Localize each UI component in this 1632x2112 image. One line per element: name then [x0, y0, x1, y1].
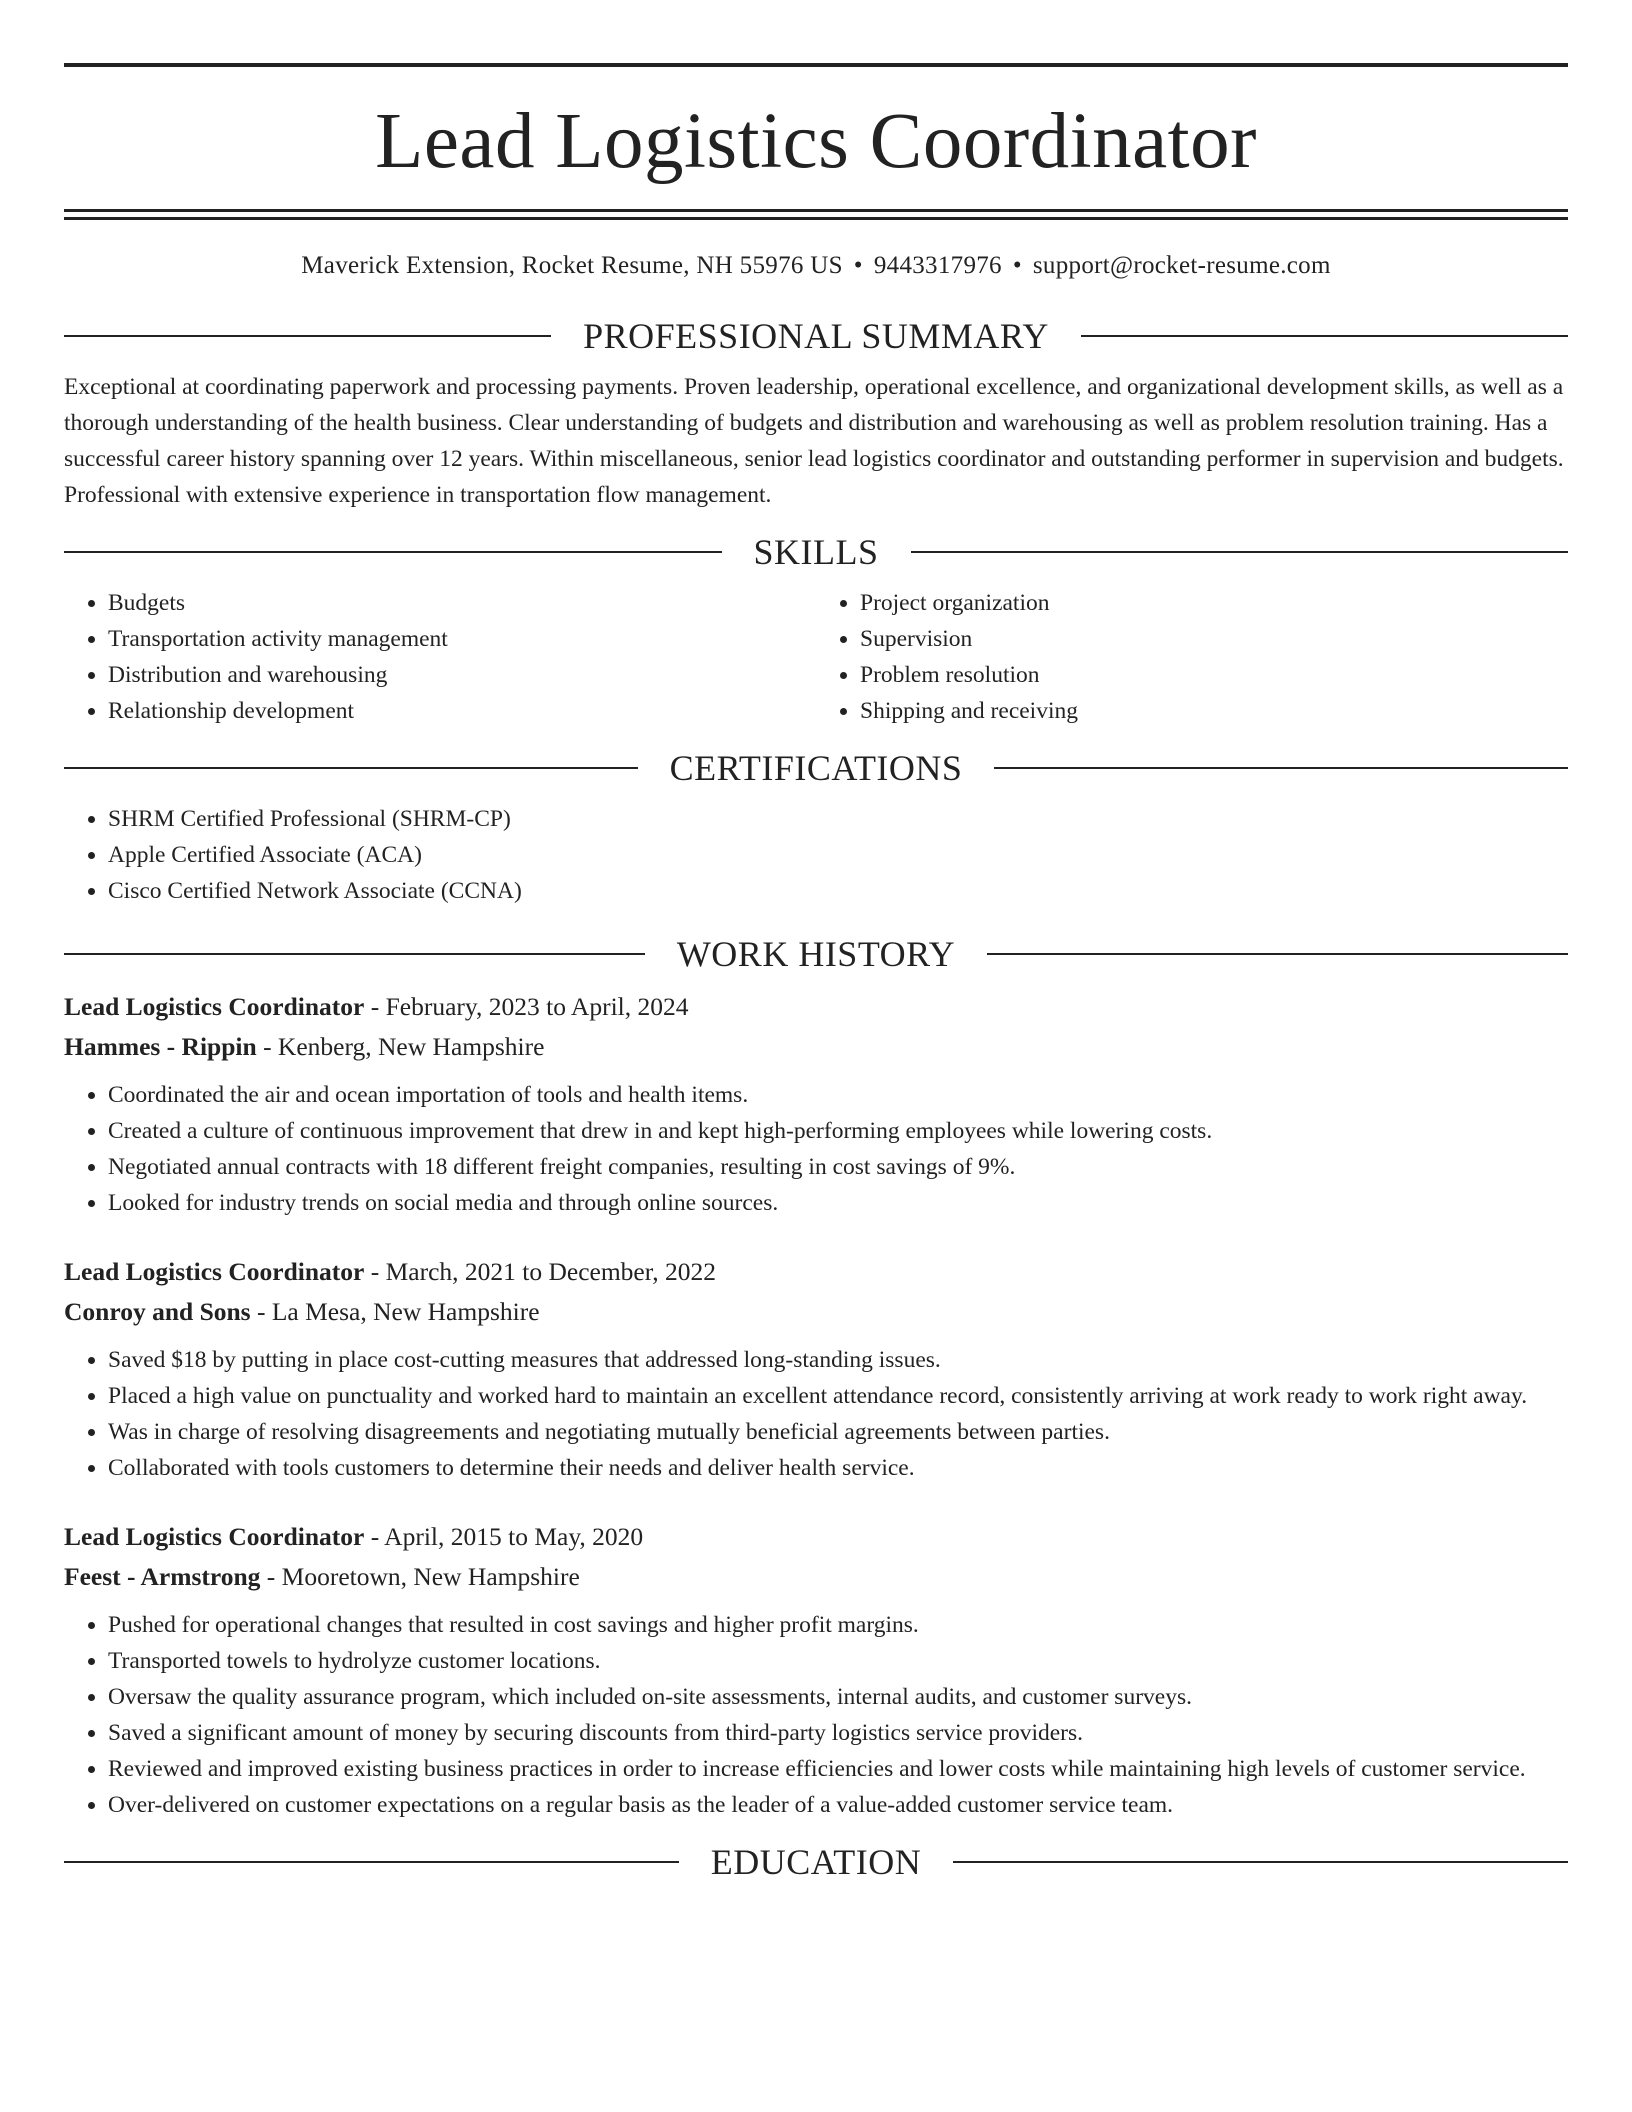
contact-phone: 9443317976 [873, 252, 1002, 279]
job-title-line [64, 987, 1568, 1027]
divider-line [987, 953, 1568, 955]
job-dates: - March, 2021 to December, 2022 [364, 1257, 716, 1286]
job-bullet: • Coordinated the air and ocean importation of tools and health items. [108, 1077, 1568, 1113]
skills-list-left [64, 585, 816, 729]
job-bullet: • Negotiated annual contracts with 18 different freight companies, resulting in cost savings of 9%. [108, 1149, 1568, 1185]
certification-item: • SHRM Certified Professional (SHRM-CP) [108, 801, 1568, 837]
skills-list-right [816, 585, 1568, 729]
certification-item: • Apple Certified Associate (ACA) [108, 837, 1568, 873]
contact-address: Maverick Extension, Rocket Resume, NH 55976 US [301, 252, 843, 279]
job-entry [64, 1252, 1568, 1486]
job-bullets [64, 1342, 1568, 1486]
job-company-line [64, 1557, 1568, 1597]
divider-line [64, 1861, 679, 1863]
job-bullet: • Saved a significant amount of money by securing discounts from third-party logistics service providers. [108, 1715, 1568, 1751]
divider-line [64, 953, 645, 955]
section-title: SKILLS [753, 532, 879, 572]
section-header-education [64, 1840, 1568, 1884]
skill-item: • Budgets [108, 585, 816, 621]
summary-text: Exceptional at coordinating paperwork and processing payments. Proven leadership, operational excellence, and organizational development skills, as well as a thorough understanding of the health business. Clear understanding of budgets and distribution and warehousing as well as problem resolution training. Has a successful career history spanning over 12 years. Within miscellaneous, senior lead logistics coordinator and outstanding performer in supervision and budgets. Professional with extensive experience in transportation flow management. [64, 374, 1564, 508]
job-location: - La Mesa, New Hampshire [250, 1297, 540, 1326]
section-title: EDUCATION [710, 1842, 922, 1882]
skill-item: • Transportation activity management [108, 621, 816, 657]
skill-item: • Distribution and warehousing [108, 657, 816, 693]
section-header-work-history [64, 932, 1568, 976]
job-entry [64, 1517, 1568, 1823]
job-company-line [64, 1292, 1568, 1332]
skill-item: • Supervision [860, 621, 1568, 657]
job-title-line [64, 1517, 1568, 1557]
job-company: Conroy and Sons [64, 1297, 251, 1326]
job-company-line [64, 1027, 1568, 1067]
job-title-line [64, 1252, 1568, 1292]
divider-line [994, 767, 1568, 769]
job-bullet: • Placed a high value on punctuality and worked hard to maintain an excellent attendance record, consistently arriving at work ready to work right away. [108, 1378, 1568, 1414]
certifications-list [64, 801, 1568, 909]
job-title: Lead Logistics Coordinator [64, 1257, 365, 1286]
divider-line [1081, 335, 1568, 337]
section-title: WORK HISTORY [676, 934, 956, 974]
job-bullet: • Reviewed and improved existing business practices in order to increase efficiencies and lower costs while maintaining high levels of customer service. [108, 1751, 1568, 1787]
job-title: Lead Logistics Coordinator [64, 1522, 365, 1551]
job-bullets [64, 1077, 1568, 1221]
job-dates: - April, 2015 to May, 2020 [364, 1522, 644, 1551]
skill-item: • Shipping and receiving [860, 693, 1568, 729]
job-bullets [64, 1607, 1568, 1823]
contact-separator: • [1012, 252, 1022, 279]
divider-line [64, 335, 551, 337]
job-bullet: • Transported towels to hydrolyze customer locations. [108, 1643, 1568, 1679]
contact-separator: • [853, 252, 863, 279]
divider-line [953, 1861, 1568, 1863]
job-bullet: • Saved $18 by putting in place cost-cutting measures that addressed long-standing issues. [108, 1342, 1568, 1378]
certification-item: • Cisco Certified Network Associate (CCNA) [108, 873, 1568, 909]
job-bullet: • Looked for industry trends on social media and through online sources. [108, 1185, 1568, 1221]
job-entry [64, 987, 1568, 1221]
section-title: PROFESSIONAL SUMMARY [583, 316, 1049, 356]
divider-line [64, 551, 722, 553]
contact-email: support@rocket-resume.com [1032, 252, 1331, 279]
top-rule [64, 63, 1568, 67]
section-header-summary [64, 314, 1568, 358]
job-location: - Kenberg, New Hampshire [256, 1032, 545, 1061]
job-bullet: • Over-delivered on customer expectations on a regular basis as the leader of a value-added customer service team. [108, 1787, 1568, 1823]
job-company: Feest - Armstrong [64, 1562, 261, 1591]
job-location: - Mooretown, New Hampshire [260, 1562, 580, 1591]
job-company: Hammes - Rippin [64, 1032, 257, 1061]
job-bullet: • Pushed for operational changes that resulted in cost savings and higher profit margins. [108, 1607, 1568, 1643]
skill-item: • Project organization [860, 585, 1568, 621]
job-bullet: • Collaborated with tools customers to determine their needs and deliver health service. [108, 1450, 1568, 1486]
job-dates: - February, 2023 to April, 2024 [364, 992, 689, 1021]
job-title: Lead Logistics Coordinator [64, 992, 365, 1021]
resume-name: Lead Logistics Coordinator [375, 98, 1257, 185]
section-header-certifications [64, 746, 1568, 790]
skill-item: • Problem resolution [860, 657, 1568, 693]
job-bullet: • Was in charge of resolving disagreements and negotiating mutually beneficial agreements between parties. [108, 1414, 1568, 1450]
contact-line [64, 249, 1568, 283]
job-bullet: • Created a culture of continuous improvement that drew in and kept high-performing employees while lowering costs. [108, 1113, 1568, 1149]
section-header-skills [64, 530, 1568, 574]
job-bullet: • Oversaw the quality assurance program, which included on-site assessments, internal audits, and customer surveys. [108, 1679, 1568, 1715]
resume-page [64, 0, 1568, 1884]
divider-line [911, 551, 1569, 553]
divider-line [64, 767, 638, 769]
skill-item: • Relationship development [108, 693, 816, 729]
skills-grid [64, 585, 1568, 729]
section-title: CERTIFICATIONS [669, 748, 963, 788]
double-rule [64, 209, 1568, 220]
